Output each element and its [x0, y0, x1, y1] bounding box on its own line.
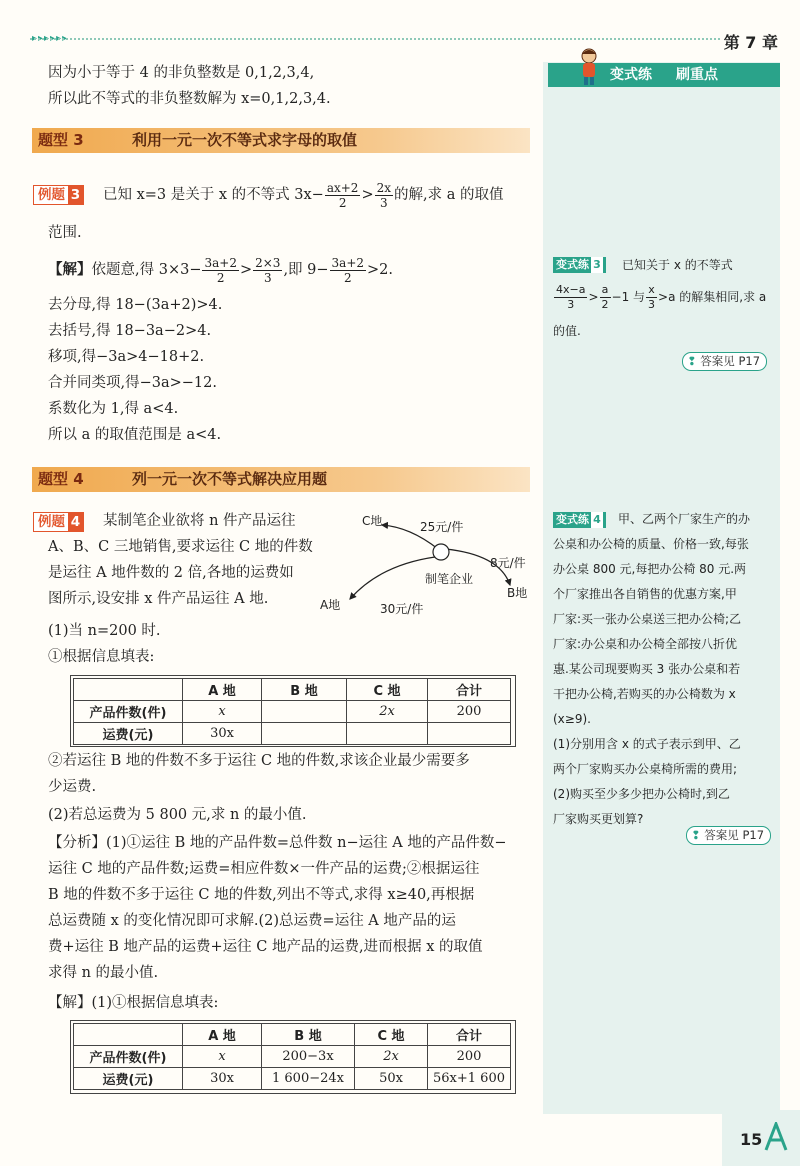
practice4-line-4: 个厂家推出各自销售的优惠方案,甲 [553, 587, 737, 601]
bulb-icon: ❢ [691, 828, 701, 842]
example3-frac-5-den: 2 [343, 270, 352, 285]
table-cell: 2x [347, 701, 428, 723]
table2 [73, 1023, 511, 1090]
type4-banner [32, 467, 530, 492]
example4-q1b-line-2: 少运费. [48, 779, 97, 795]
example3-solution-intro [48, 250, 393, 290]
example3-badge-label: 例题 [38, 187, 65, 203]
table-cell: 30x [183, 1068, 262, 1090]
practice3-badge [553, 257, 606, 273]
practice3-frac-1-num: 4x−a [556, 283, 586, 296]
table-cell: 2x [355, 1046, 428, 1068]
example3-step-4: 合并同类项,得−3a>−12. [48, 375, 217, 391]
example3-q-a: 已知 x=3 是关于 x 的不等式 3x− [103, 187, 324, 203]
shipping-diagram [310, 505, 535, 620]
practice3-line-1: 已知关于 x 的不等式 [622, 258, 733, 272]
example3-frac-2 [375, 181, 393, 210]
page-number: 15 [740, 1130, 763, 1149]
table-cell: 200−3x [262, 1046, 355, 1068]
practice3-frac-3-num: x [646, 283, 657, 298]
practice4-line-10: (1)分别用含 x 的式子表示到甲、乙 [553, 737, 741, 751]
table-cell: 200 [428, 1046, 511, 1068]
example4-q2: (2)若总运费为 5 800 元,求 n 的最小值. [48, 807, 307, 823]
table-header: B 地 [262, 1024, 355, 1046]
practice4-line-6: 厂家:办公桌和办公椅全部按八折优 [553, 637, 738, 651]
practice3-line-3: 的值. [553, 324, 581, 338]
example3-step-3: 移项,得−3a>4−18+2. [48, 349, 205, 365]
practice4-line-5: 厂家:买一张办公桌送三把办公椅;乙 [553, 612, 742, 626]
practice4-line-12: (2)购买至少多少把办公椅时,到乙 [553, 787, 730, 801]
table-row [74, 1024, 511, 1046]
type4-number: 题型 4 [38, 470, 84, 488]
type3-title: 利用一元一次不等式求字母的取值 [132, 131, 358, 149]
table-cell: 200 [428, 701, 511, 723]
example4-line-4: 图所示,设安排 x 件产品运往 A 地. [48, 591, 269, 607]
practice3-line-2 [553, 280, 766, 314]
practice3-frac-3 [646, 283, 657, 312]
header-rule [30, 38, 720, 46]
example3-frac-3 [202, 256, 238, 285]
diagram-label-b: B地 [507, 586, 528, 600]
table-header: A 地 [183, 1024, 262, 1046]
example3-solution-label: 【解】 [48, 262, 92, 278]
example4-line-2: A、B、C 三地销售,要求运往 C 地的件数 [48, 539, 313, 555]
example4-analysis-4: 总运费随 x 的变化情况即可求解.(2)总运费=运往 A 地产品的运 [48, 913, 456, 929]
example3-frac-3-den: 2 [216, 270, 225, 285]
example4-analysis-5: 费+运往 B 地产品的运费+运往 C 地产品的运费,进而根据 x 的取值 [48, 939, 483, 955]
factory-node [433, 544, 449, 560]
type3-number: 题型 3 [38, 131, 84, 149]
practice4-line-11: 两个厂家购买办公桌椅所需的费用; [553, 762, 738, 776]
example3-sol-b: > [239, 262, 253, 278]
example3-frac-4-den: 3 [263, 270, 272, 285]
pencil-logo-icon [762, 1122, 790, 1152]
example3-step-5: 系数化为 1,得 a<4. [48, 401, 179, 417]
example3-sol-d: >2. [367, 262, 393, 278]
table-cell: 产品件数(件) [74, 1046, 183, 1068]
intro-line-2: 所以此不等式的非负整数解为 x=0,1,2,3,4. [48, 91, 331, 107]
practice4-line-7: 惠.某公司现要购买 3 张办公桌和若 [553, 662, 741, 676]
practice3-frac-3-den: 3 [648, 298, 656, 311]
example3-step-2: 去括号,得 18−3a−2>4. [48, 323, 212, 339]
example3-frac-4-num: 2×3 [255, 255, 281, 270]
table-cell: 运费(元) [74, 1068, 183, 1090]
header-arrows: ▸▸▸▸▸▸ [32, 33, 69, 44]
example3-frac-1-den: 2 [338, 195, 347, 210]
example3-frac-2-den: 3 [379, 195, 388, 210]
practice4-line-8: 干把办公椅,若购买的办公椅数为 x [553, 687, 736, 701]
example3-step-1: 去分母,得 18−(3a+2)>4. [48, 297, 223, 313]
table-header: A 地 [183, 679, 262, 701]
practice4-answer-text: 答案见 P17 [704, 828, 765, 842]
example3-frac-2-num: 2x [376, 180, 392, 195]
example4-analysis-2: 运往 C 地的产品件数;运费=相应件数×一件产品的运费;②根据运往 [48, 861, 480, 877]
example4-solution: 【解】(1)①根据信息填表: [48, 995, 219, 1011]
example3-badge [33, 185, 84, 205]
example3-q-c: 的解,求 a 的取值 [394, 187, 504, 203]
practice3-d: >a 的解集相同,求 a [658, 290, 767, 304]
example4-analysis-6: 求得 n 的最小值. [48, 965, 159, 981]
table-cell [347, 723, 428, 745]
chapter-label: 第 7 章 [723, 33, 778, 52]
diagram-label-a: A地 [320, 598, 341, 612]
example3-frac-1-num: ax+2 [326, 180, 359, 195]
practice4-line-3: 办公桌 800 元,每把办公椅 80 元.两 [553, 562, 747, 576]
example3-question [103, 175, 504, 215]
example3-badge-number: 3 [68, 186, 83, 204]
practice3-badge-number: 3 [591, 257, 603, 273]
example3-frac-5-num: 3a+2 [331, 255, 365, 270]
table1 [73, 678, 511, 745]
table-row [74, 1046, 511, 1068]
practice4-line-13: 厂家购买更划算? [553, 812, 644, 826]
table-row [74, 1068, 511, 1090]
practice3-frac-2-num: a [600, 283, 611, 298]
mascot-icon [578, 48, 600, 86]
table-cell: 56x+1 600 [428, 1068, 511, 1090]
table-cell [74, 679, 183, 701]
example4-q1a: ①根据信息填表: [48, 649, 155, 665]
practice-banner-title: 变式练 [610, 67, 652, 83]
table-cell [262, 723, 347, 745]
practice3-badge-label: 变式练 [556, 258, 589, 271]
example4-badge-label: 例题 [38, 514, 65, 530]
table-cell: x [183, 1046, 262, 1068]
table-cell: x [183, 701, 262, 723]
table-cell [74, 1024, 183, 1046]
diagram-cost-c: 25元/件 [420, 520, 464, 534]
table-cell [428, 723, 511, 745]
example3-sol-c: ,即 9− [283, 262, 329, 278]
table-header: C 地 [347, 679, 428, 701]
example4-q1b-line-1: ②若运往 B 地的件数不多于运往 C 地的件数,求该企业最少需要多 [48, 753, 470, 769]
practice4-line-1: 甲、乙两个厂家生产的办 [618, 512, 751, 526]
table-header: B 地 [262, 679, 347, 701]
practice4-badge-number: 4 [591, 512, 603, 528]
practice-banner-subtitle: 刷重点 [676, 67, 718, 83]
intro-line-1: 因为小于等于 4 的非负整数是 0,1,2,3,4, [48, 65, 315, 81]
diagram-cost-b: 8元/件 [490, 556, 526, 570]
table-cell: 50x [355, 1068, 428, 1090]
diagram-center-label: 制笔企业 [425, 572, 474, 586]
practice4-line-9: (x≥9). [553, 712, 591, 726]
practice4-answer [686, 826, 771, 845]
table-cell: 1 600−24x [262, 1068, 355, 1090]
table-header: 合计 [428, 679, 511, 701]
example3-frac-1 [325, 181, 361, 210]
diagram-label-c: C地 [362, 514, 383, 528]
table-row [74, 723, 511, 745]
example4-line-3: 是运往 A 地件数的 2 倍,各地的运费如 [48, 565, 294, 581]
table-row [74, 701, 511, 723]
table-cell: 运费(元) [74, 723, 183, 745]
bulb-icon: ❢ [687, 354, 697, 368]
table-cell: 30x [183, 723, 262, 745]
practice4-badge-label: 变式练 [556, 513, 589, 526]
example3-step-6: 所以 a 的取值范围是 a<4. [48, 427, 222, 443]
table-row [74, 679, 511, 701]
practice3-frac-2-den: 2 [601, 298, 609, 311]
table-header: 合计 [428, 1024, 511, 1046]
example4-line-1: 某制笔企业欲将 n 件产品运往 [103, 513, 296, 529]
practice3-answer-text: 答案见 P17 [700, 354, 761, 368]
type4-title: 列一元一次不等式解决应用题 [132, 470, 328, 488]
type3-banner [32, 128, 530, 153]
example4-analysis-1: 【分析】(1)①运往 B 地的产品件数=总件数 n−运往 A 地的产品件数− [48, 835, 507, 851]
example4-q1: (1)当 n=200 时. [48, 623, 161, 639]
example3-frac-3-num: 3a+2 [204, 255, 237, 270]
example3-frac-4 [253, 256, 282, 285]
practice3-frac-2 [600, 283, 611, 312]
example4-analysis-3: B 地的件数不多于运往 C 地的件数,列出不等式,求得 x≥40,再根据 [48, 887, 475, 903]
example3-q-line2: 范围. [48, 225, 82, 241]
example4-badge [33, 512, 84, 532]
example3-sol-a: 依题意,得 3×3− [91, 262, 202, 278]
practice4-badge [553, 512, 606, 528]
practice3-answer [682, 352, 767, 371]
table-cell: 产品件数(件) [74, 701, 183, 723]
example4-badge-number: 4 [68, 513, 83, 531]
table-cell [262, 701, 347, 723]
example3-frac-5 [330, 256, 366, 285]
table-header: C 地 [355, 1024, 428, 1046]
practice3-frac-1 [554, 283, 587, 312]
practice3-c: −1 与 [611, 290, 646, 304]
practice4-line-2: 公桌和办公椅的质量、价格一致,每张 [553, 537, 749, 551]
diagram-cost-a: 30元/件 [380, 602, 424, 616]
route-to-a [350, 557, 435, 599]
practice3-frac-1-den: 3 [567, 298, 575, 311]
example3-q-b: > [361, 187, 374, 203]
practice3-b: > [588, 290, 599, 304]
